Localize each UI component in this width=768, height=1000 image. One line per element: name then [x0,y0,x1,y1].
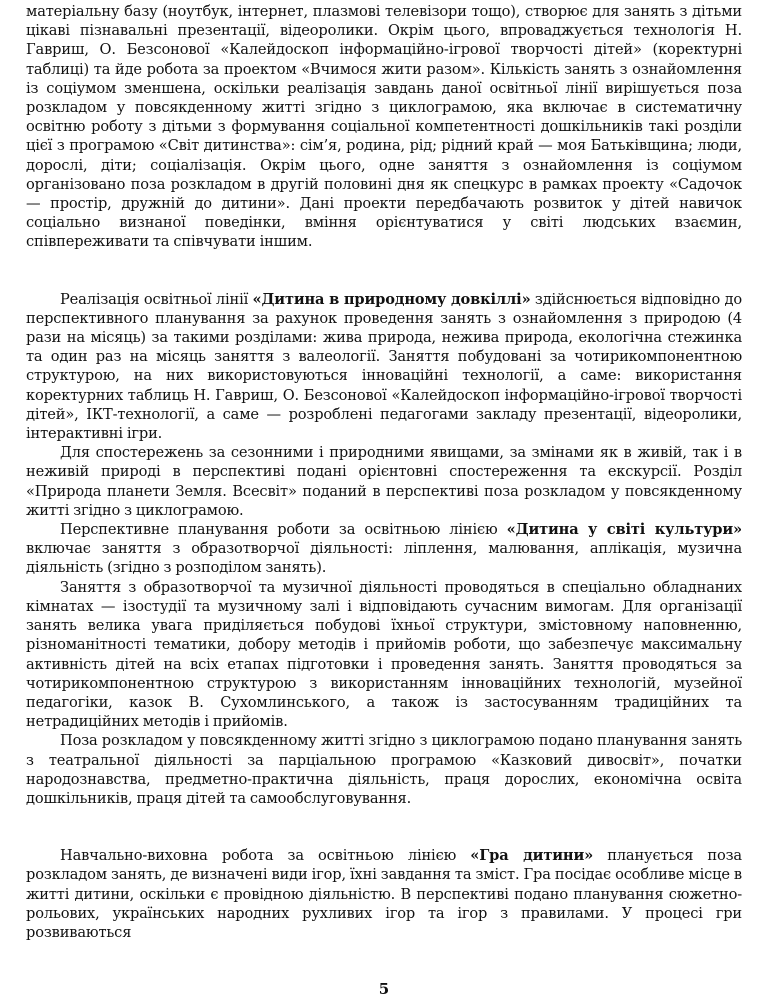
section-gap [26,808,742,846]
section-gap [26,252,742,290]
paragraph-text: включає заняття з образотворчої діяльності: ліплення, малювання, аплікація, музична діяльність (згідно з розподілом занять). [26,540,742,577]
bold-term-nature: «Дитина в природному довкіллі» [252,290,531,308]
paragraph-culture-line [26,520,742,578]
paragraph-text: планується поза розкладом занять, де визначені види ігор, їхні завдання та зміст. Гра посідає особливе місце в житті дитини, оскільки є провідною діяльністю. В перспективі подано планування сюжетно-рольових, українських народних рухливих ігор та ігор з правилами. У процесі гри розвиваються [26,847,742,941]
paragraph-text: Навчально-виховна робота за освітньою лінією [60,847,471,865]
paragraph-observations [26,443,742,520]
paragraph-text: Заняття з образотворчої та музичної діяльності проводяться в спеціально обладнаних кімнатах — ізостудії та музичному залі і відповідають сучасним вимогам. Для організації занять велика увага приділяється побудові їхньої структури, змістовному наповненню, різноманітності тематики, добору методів і прийомів роботи, що забезпечує максимальну активність дітей на всіх етапах підготовки і проведення занять. Заняття проводяться за чотирикомпонентною структурою з використанням інноваційних технологій, музейної педагогіки, казок В. Сухомлинського, а також із застосуванням традиційних та нетрадиційних методів і прийомів. [26,578,742,731]
paragraph-text: Для спостережень за сезонними і природними явищами, за змінами як в живій, так і в неживій природі в перспективі подані орієнтовні спостереження та екскурсії. Розділ «Природа планети Земля. Всесвіт» поданий в перспективі поза розкладом у повсякденному житті згідно з циклограмою. [26,444,742,519]
paragraph-text: здійснюється відповідно до перспективного планування за рахунок проведення занять з ознайомлення з природою (4 рази на місяць) за такими розділами: жива природа, нежива природа, екологічна стежинка та один раз на місяць заняття з валеології. Заняття побудовані за чотирикомпонентною структурою, на них використовуються інноваційні технології, а саме: використання коректурних таблиць Н. Гавриш, О. Безсонової «Калейдоскоп інформаційно-ігрової творчості дітей», ІКТ-технології, а саме — розроблені педагогами закладу презентації, відеоролики, інтерактивні ігри. [26,290,742,443]
paragraph-art-music-classes [26,578,742,732]
bold-term-culture: «Дитина у світі культури» [506,521,743,539]
paragraph-nature-line [26,290,742,444]
paragraph-text: Перспективне планування роботи за освітньою лінією [60,521,507,539]
page-number: 5 [378,980,390,998]
paragraph-theatre-activity [26,731,742,808]
paragraph-play-line [26,846,742,942]
paragraph-text: Поза розкладом у повсякденному житті згідно з циклограмою подано планування занять з театральної діяльності за парціальною програмою «Казковий дивосвіт», початки народознавства, предметно-практична діяльність, праця дорослих, економічна освіта дошкільників, праця дітей та самообслуговування. [26,732,742,807]
paragraph-text: Реалізація освітньої лінії [60,290,253,308]
paragraph-text: матеріальну базу (ноутбук, інтернет, плазмові телевізори тощо), створює для занять з дітьми цікаві пізнавальні презентації, відеоролики. Окрім цього, впроваджується технологія Н. Гавриш, О. Безсонової «Калейдоскоп інформаційно-ігрової творчості дітей» (коректурні таблиці) та йде робота за проектом «Вчимося жити разом». Кількість занять з ознайомлення із соціумом зменшена, оскільки реалізація завдань даної освітньої лінії вирішується поза розкладом у повсякденному житті згідно з циклограмою, яка включає в систематичну освітню роботу з дітьми з формування соціальної компетентності дошкільників такі розділи цієї з програмою «Світ дитинства»: сім’я, родина, рід; рідний край — моя Батьківщина; люди, дорослі, діти; соціалізація. Окрім цього, одне заняття з ознайомлення із соціумом організовано поза розкладом в другій половині дня як спецкурс в рамках проекту «Садочок — простір, дружній до дитини». Дані проекти передбачають розвиток у дітей навичок соціально визнаної поведінки, вміння орієнтуватися у світі людських взаємин, співпереживати та співчувати іншим. [26,3,742,251]
bold-term-play: «Гра дитини» [470,847,594,865]
paragraph-social-line-continuation [26,2,742,252]
